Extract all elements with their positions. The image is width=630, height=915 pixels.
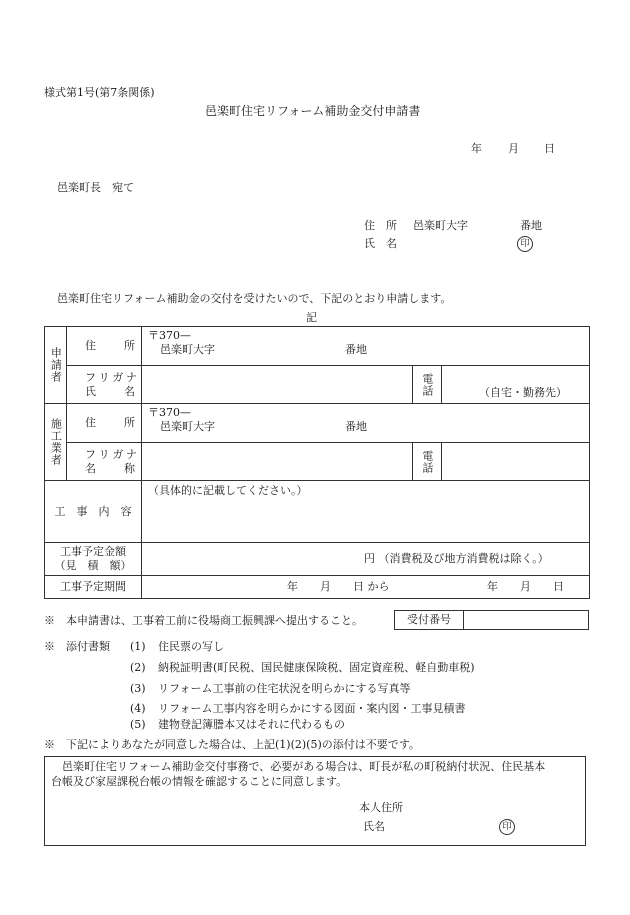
header-address-value: 邑楽町大字 <box>413 219 468 232</box>
label-char: 所 <box>124 416 135 430</box>
contractor-phone-label <box>413 443 442 481</box>
applicant-group-label <box>45 327 67 404</box>
attachment-text: 建物登記簿謄本又はそれに代わるもの <box>158 718 345 731</box>
label-char: ナ <box>125 447 137 461</box>
applicant-phone-label <box>413 366 442 404</box>
label-char: 名 <box>124 384 135 398</box>
amount-label-line1: 工事予定金額 <box>60 545 126 559</box>
phone-note: （自宅・勤務先） <box>479 386 568 400</box>
applicant-name-label <box>67 366 142 404</box>
ki-label: 記 <box>306 311 317 324</box>
amount-label-line2: （見 積 額） <box>54 559 132 572</box>
postal-prefix: 〒370— <box>148 406 191 419</box>
period-to: 年 月 日 <box>487 580 564 594</box>
form-number: 様式第1号(第7条関係) <box>44 86 155 99</box>
attachment-num: (3) <box>130 682 146 695</box>
receipt-number-field[interactable] <box>464 611 588 629</box>
attachment-text: リフォーム工事内容を明らかにする図面・案内図・工事見積書 <box>158 702 466 715</box>
attachment-num: (4) <box>130 702 146 715</box>
attachment-num: (5) <box>130 718 146 731</box>
application-table <box>44 326 590 599</box>
date-year: 年 <box>471 142 482 155</box>
label-char: ナ <box>125 370 137 384</box>
applicant-address-field[interactable] <box>142 327 590 366</box>
seal-icon: 印 <box>499 819 515 835</box>
page-title: 邑楽町住宅リフォーム補助金交付申請書 <box>205 104 421 118</box>
applicant-phone-field[interactable] <box>442 366 590 404</box>
addressee: 邑楽町長 宛て <box>57 181 134 194</box>
period-label-text: 工事予定期間 <box>60 580 126 594</box>
phone-label-text: 電話 <box>420 372 434 397</box>
consent-box <box>44 756 586 846</box>
label-char: 所 <box>124 339 135 353</box>
intro-text: 邑楽町住宅リフォーム補助金の交付を受けたいので、下記のとおり申請します。 <box>57 292 452 305</box>
work-content-field[interactable] <box>142 481 590 543</box>
town-label: 邑楽町大字 <box>160 342 215 356</box>
work-content-note: （具体的に記載してください。） <box>148 484 308 497</box>
banchi-label: 番地 <box>345 419 367 433</box>
town-label: 邑楽町大字 <box>160 419 215 433</box>
attachment-num: (1) <box>130 640 146 653</box>
label-char: 名 <box>85 461 96 475</box>
contractor-address-label <box>67 404 142 443</box>
date-month: 月 <box>508 142 519 155</box>
work-content-label <box>45 481 142 543</box>
consent-seal <box>499 819 515 835</box>
period-from: 年 月 日 から <box>287 580 390 594</box>
attachment-text: リフォーム工事前の住宅状況を明らかにする写真等 <box>158 682 411 695</box>
applicant-address-label <box>67 327 142 366</box>
attachment-text: 住民票の写し <box>158 640 224 653</box>
contractor-phone-field[interactable] <box>442 443 590 481</box>
label-char: リ <box>98 370 110 384</box>
attachment-text: 納税証明書(町民税、国民健康保険税、固定資産税、軽自動車税) <box>158 661 475 674</box>
label-char: ガ <box>112 370 124 384</box>
contractor-address-field[interactable] <box>142 404 590 443</box>
banchi-label: 番地 <box>345 342 367 356</box>
amount-label <box>45 543 142 576</box>
contractor-group-label <box>45 404 67 481</box>
work-content-label-text: 工 事 内 容 <box>54 504 132 518</box>
label-char: 称 <box>124 461 135 475</box>
date-day: 日 <box>544 142 555 155</box>
header-address-label: 住 所 <box>364 219 397 232</box>
receipt-number-box <box>394 610 589 630</box>
consent-line1: 邑楽町住宅リフォーム補助金交付事務で、必要がある場合は、町長が私の町税納付状況、住民基本 <box>51 760 546 773</box>
amount-field[interactable] <box>142 543 590 576</box>
seal-icon: 印 <box>517 236 533 252</box>
header-banchi: 番地 <box>520 219 542 232</box>
contractor-name-field[interactable] <box>142 443 413 481</box>
label-char: 住 <box>85 339 96 353</box>
label-char: ガ <box>112 447 124 461</box>
applicant-group-text: 申請者 <box>49 347 63 383</box>
attachment-num: (2) <box>130 661 146 674</box>
consent-line2: 台帳及び家屋課税台帳の情報を確認することに同意します。 <box>51 775 348 788</box>
applicant-name-field[interactable] <box>142 366 413 404</box>
label-char: フ <box>85 370 96 384</box>
phone-label-text: 電話 <box>420 449 434 474</box>
receipt-number-label: 受付番号 <box>395 611 464 629</box>
header-seal <box>517 236 533 252</box>
consent-name-label: 氏名 <box>363 820 385 833</box>
consent-address-label: 本人住所 <box>359 801 403 814</box>
header-name-label: 氏 名 <box>364 237 397 250</box>
consent-note: ※ 下記によりあなたが同意した場合は、上記(1)(2)(5)の添付は不要です。 <box>44 738 420 751</box>
label-char: 氏 <box>85 384 96 398</box>
amount-note: 円 （消費税及び地方消費税は除く。） <box>364 552 549 566</box>
period-field[interactable] <box>142 576 590 599</box>
postal-prefix: 〒370— <box>148 329 191 342</box>
contractor-group-text: 施工業者 <box>49 418 63 466</box>
period-label <box>45 576 142 599</box>
contractor-name-label <box>67 443 142 481</box>
attachments-label: ※ 添付書類 <box>44 640 110 653</box>
label-char: 住 <box>85 416 96 430</box>
submission-note: ※ 本申請書は、工事着工前に役場商工振興課へ提出すること。 <box>44 614 363 627</box>
label-char: フ <box>85 447 96 461</box>
label-char: リ <box>98 447 110 461</box>
